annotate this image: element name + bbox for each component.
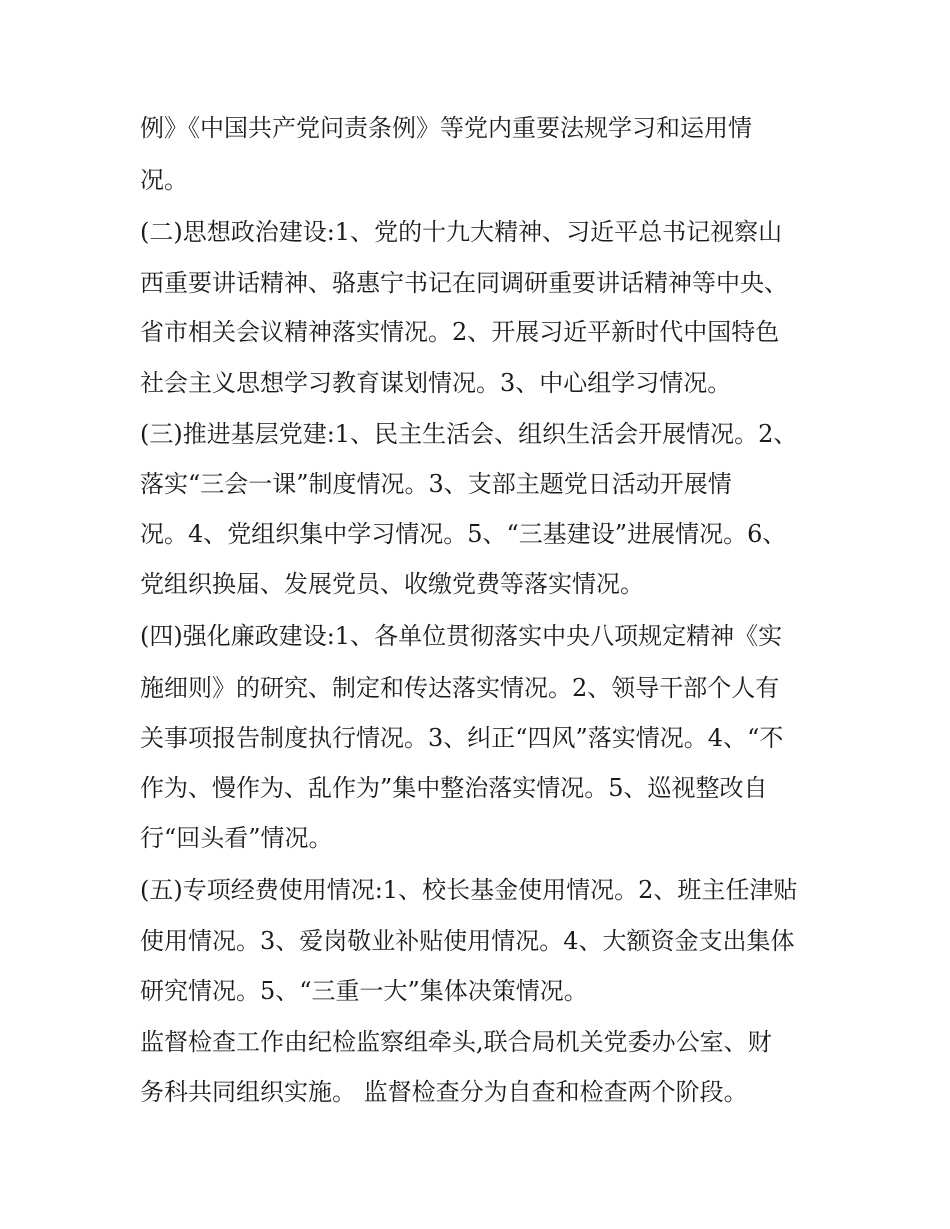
text-line-7: (三)推进基层党建:1、民主生活会、组织生活会开展情况。2、	[140, 420, 798, 448]
text-line-16: (五)专项经费使用情况:1、校长基金使用情况。2、班主任津贴	[140, 876, 798, 904]
text-line-4: 西重要讲话精神、骆惠宁书记在同调研重要讲话精神等中央、	[140, 269, 788, 297]
text-line-8: 落实“三会一课”制度情况。3、支部主题党日活动开展情	[140, 470, 732, 498]
text-line-3: (二)思想政治建设:1、党的十九大精神、习近平总书记视察山	[140, 218, 783, 246]
text-line-1: 例》《中国共产党问责条例》等党内重要法规学习和运用情	[140, 114, 752, 142]
text-line-2: 况。	[140, 166, 188, 194]
text-line-14: 作为、慢作为、乱作为”集中整治落实情况。5、巡视整改自	[140, 774, 768, 802]
text-line-15: 行“回头看”情况。	[140, 824, 333, 852]
text-line-13: 关事项报告制度执行情况。3、纠正“四风”落实情况。4、“不	[140, 724, 784, 752]
text-line-11: (四)强化廉政建设:1、各单位贯彻落实中央八项规定精神《实	[140, 622, 783, 650]
text-line-17: 使用情况。3、爱岗敬业补贴使用情况。4、大额资金支出集体	[140, 927, 795, 955]
text-line-18: 研究情况。5、“三重一大”集体决策情况。	[140, 977, 588, 1005]
text-line-19: 监督检查工作由纪检监察组牵头,联合局机关党委办公室、财	[140, 1028, 772, 1056]
text-line-12: 施细则》的研究、制定和传达落实情况。2、领导干部个人有	[140, 674, 780, 702]
text-line-20: 务科共同组织实施。 监督检查分为自查和检查两个阶段。	[140, 1078, 748, 1106]
text-line-5: 省市相关会议精神落实情况。2、开展习近平新时代中国特色	[140, 318, 780, 346]
text-line-10: 党组织换届、发展党员、收缴党费等落实情况。	[140, 570, 644, 598]
text-line-6: 社会主义思想学习教育谋划情况。3、中心组学习情况。	[140, 369, 732, 397]
text-line-9: 况。4、党组织集中学习情况。5、“三基建设”进展情况。6、	[140, 520, 787, 548]
